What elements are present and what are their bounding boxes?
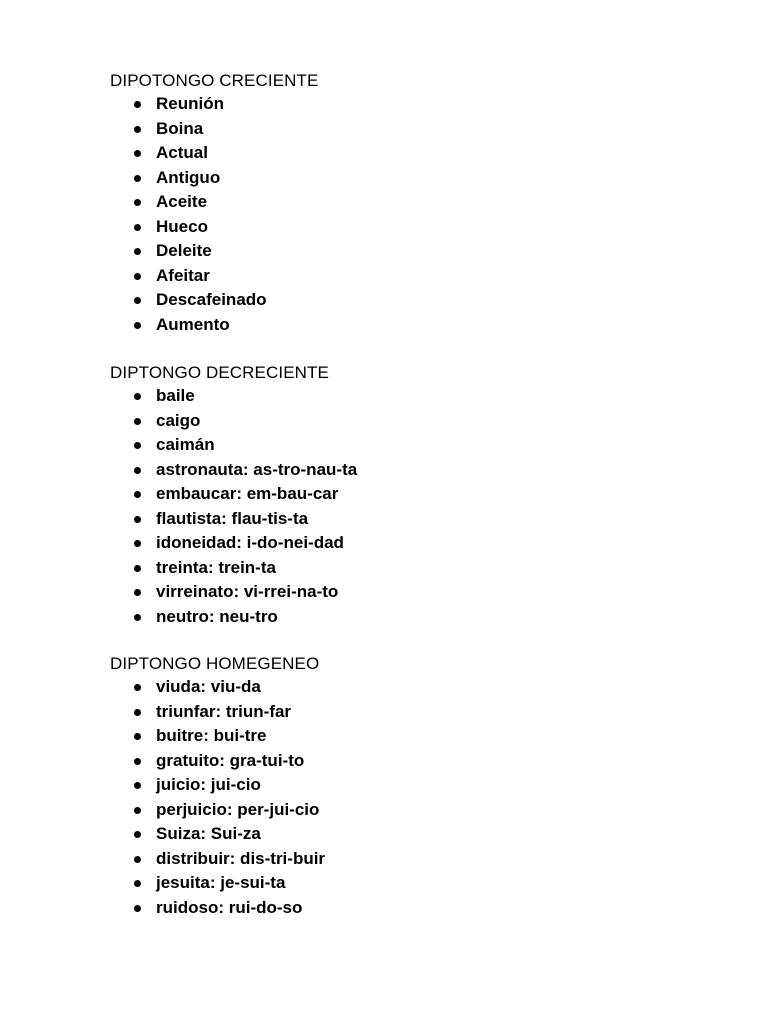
bullet-icon <box>134 297 141 304</box>
bullet-icon <box>134 905 141 912</box>
list-item <box>110 117 710 142</box>
list-item-text: caigo <box>156 410 201 430</box>
bullet-icon <box>134 175 141 182</box>
list-item <box>110 409 710 434</box>
list-item <box>110 580 710 605</box>
list-item <box>110 166 710 191</box>
list-item <box>110 822 710 847</box>
bullet-icon <box>134 199 141 206</box>
section-heading: DIPTONGO DECRECIENTE <box>110 363 329 382</box>
word-list <box>110 92 710 337</box>
list-item <box>110 700 710 725</box>
list-item <box>110 896 710 921</box>
list-item-text: baile <box>156 386 195 405</box>
bullet-icon <box>134 831 141 838</box>
list-item-text: juicio: jui-cio <box>156 775 261 794</box>
bullet-icon <box>134 418 141 425</box>
list-item <box>110 605 710 630</box>
list-item-text: idoneidad: i-do-nei-dad <box>156 533 344 552</box>
list-item-text: Antiguo <box>156 167 221 187</box>
bullet-icon <box>134 614 141 621</box>
list-item <box>110 141 710 166</box>
list-item-text: gratuito: gra-tui-to <box>156 750 305 770</box>
list-item <box>110 847 710 872</box>
list-item-text: Suiza: Sui-za <box>156 824 261 843</box>
bullet-icon <box>134 684 141 691</box>
list-item <box>110 215 710 240</box>
list-item <box>110 264 710 289</box>
list-item-text: flautista: flau-tis-ta <box>156 508 309 528</box>
bullet-icon <box>134 589 141 596</box>
list-item <box>110 313 710 338</box>
list-item <box>110 458 710 483</box>
bullet-icon <box>134 540 141 547</box>
bullet-icon <box>134 758 141 765</box>
bullet-icon <box>134 248 141 255</box>
bullet-icon <box>134 393 141 400</box>
list-item <box>110 531 710 556</box>
list-item-text: Boina <box>156 118 204 138</box>
list-item-text: jesuita: je-sui-ta <box>156 873 286 892</box>
bullet-icon <box>134 442 141 449</box>
list-item-text: Deleite <box>156 241 212 260</box>
section-diptongo-creciente <box>110 70 710 337</box>
list-item-text: caimán <box>156 435 215 454</box>
list-item-text: distribuir: dis-tri-buir <box>156 848 326 868</box>
bullet-icon <box>134 516 141 523</box>
section-heading: DIPTONGO HOMEGENEO <box>110 654 320 673</box>
list-item <box>110 190 710 215</box>
list-item <box>110 507 710 532</box>
bullet-icon <box>134 126 141 133</box>
word-list <box>110 384 710 629</box>
bullet-icon <box>134 491 141 498</box>
list-item <box>110 798 710 823</box>
list-item-text: triunfar: triun-far <box>156 701 292 721</box>
list-item-text: Aceite <box>156 192 208 211</box>
bullet-icon <box>134 856 141 863</box>
list-item-text: Actual <box>156 143 208 162</box>
bullet-icon <box>134 733 141 740</box>
bullet-icon <box>134 807 141 814</box>
list-item <box>110 871 710 896</box>
list-item-text: virreinato: vi-rrei-na-to <box>156 582 339 601</box>
list-item-text: Reunión <box>156 94 224 113</box>
list-item-text: Hueco <box>156 216 208 236</box>
bullet-icon <box>134 880 141 887</box>
list-item-text: perjuicio: per-jui-cio <box>156 799 320 819</box>
bullet-icon <box>134 709 141 716</box>
section-diptongo-homogeneo <box>110 653 710 920</box>
bullet-icon <box>134 273 141 280</box>
list-item-text: ruidoso: rui-do-so <box>156 897 303 917</box>
list-item <box>110 482 710 507</box>
bullet-icon <box>134 224 141 231</box>
bullet-icon <box>134 467 141 474</box>
list-item <box>110 288 710 313</box>
list-item <box>110 749 710 774</box>
bullet-icon <box>134 782 141 789</box>
list-item-text: Aumento <box>156 314 230 334</box>
section-heading: DIPOTONGO CRECIENTE <box>110 71 319 90</box>
word-list <box>110 675 710 920</box>
list-item <box>110 724 710 749</box>
list-item <box>110 384 710 409</box>
bullet-icon <box>134 322 141 329</box>
list-item-text: astronauta: as-tro-nau-ta <box>156 459 358 479</box>
list-item <box>110 433 710 458</box>
list-item <box>110 92 710 117</box>
list-item-text: buitre: bui-tre <box>156 726 267 745</box>
list-item <box>110 239 710 264</box>
section-diptongo-decreciente <box>110 362 710 629</box>
list-item-text: neutro: neu-tro <box>156 606 278 626</box>
list-item <box>110 556 710 581</box>
list-item <box>110 675 710 700</box>
list-item-text: treinta: trein-ta <box>156 557 276 577</box>
list-item-text: Afeitar <box>156 265 210 285</box>
bullet-icon <box>134 101 141 108</box>
list-item-text: embaucar: em-bau-car <box>156 484 339 503</box>
list-item-text: Descafeinado <box>156 290 267 309</box>
list-item <box>110 773 710 798</box>
list-item-text: viuda: viu-da <box>156 677 261 696</box>
bullet-icon <box>134 565 141 572</box>
bullet-icon <box>134 150 141 157</box>
